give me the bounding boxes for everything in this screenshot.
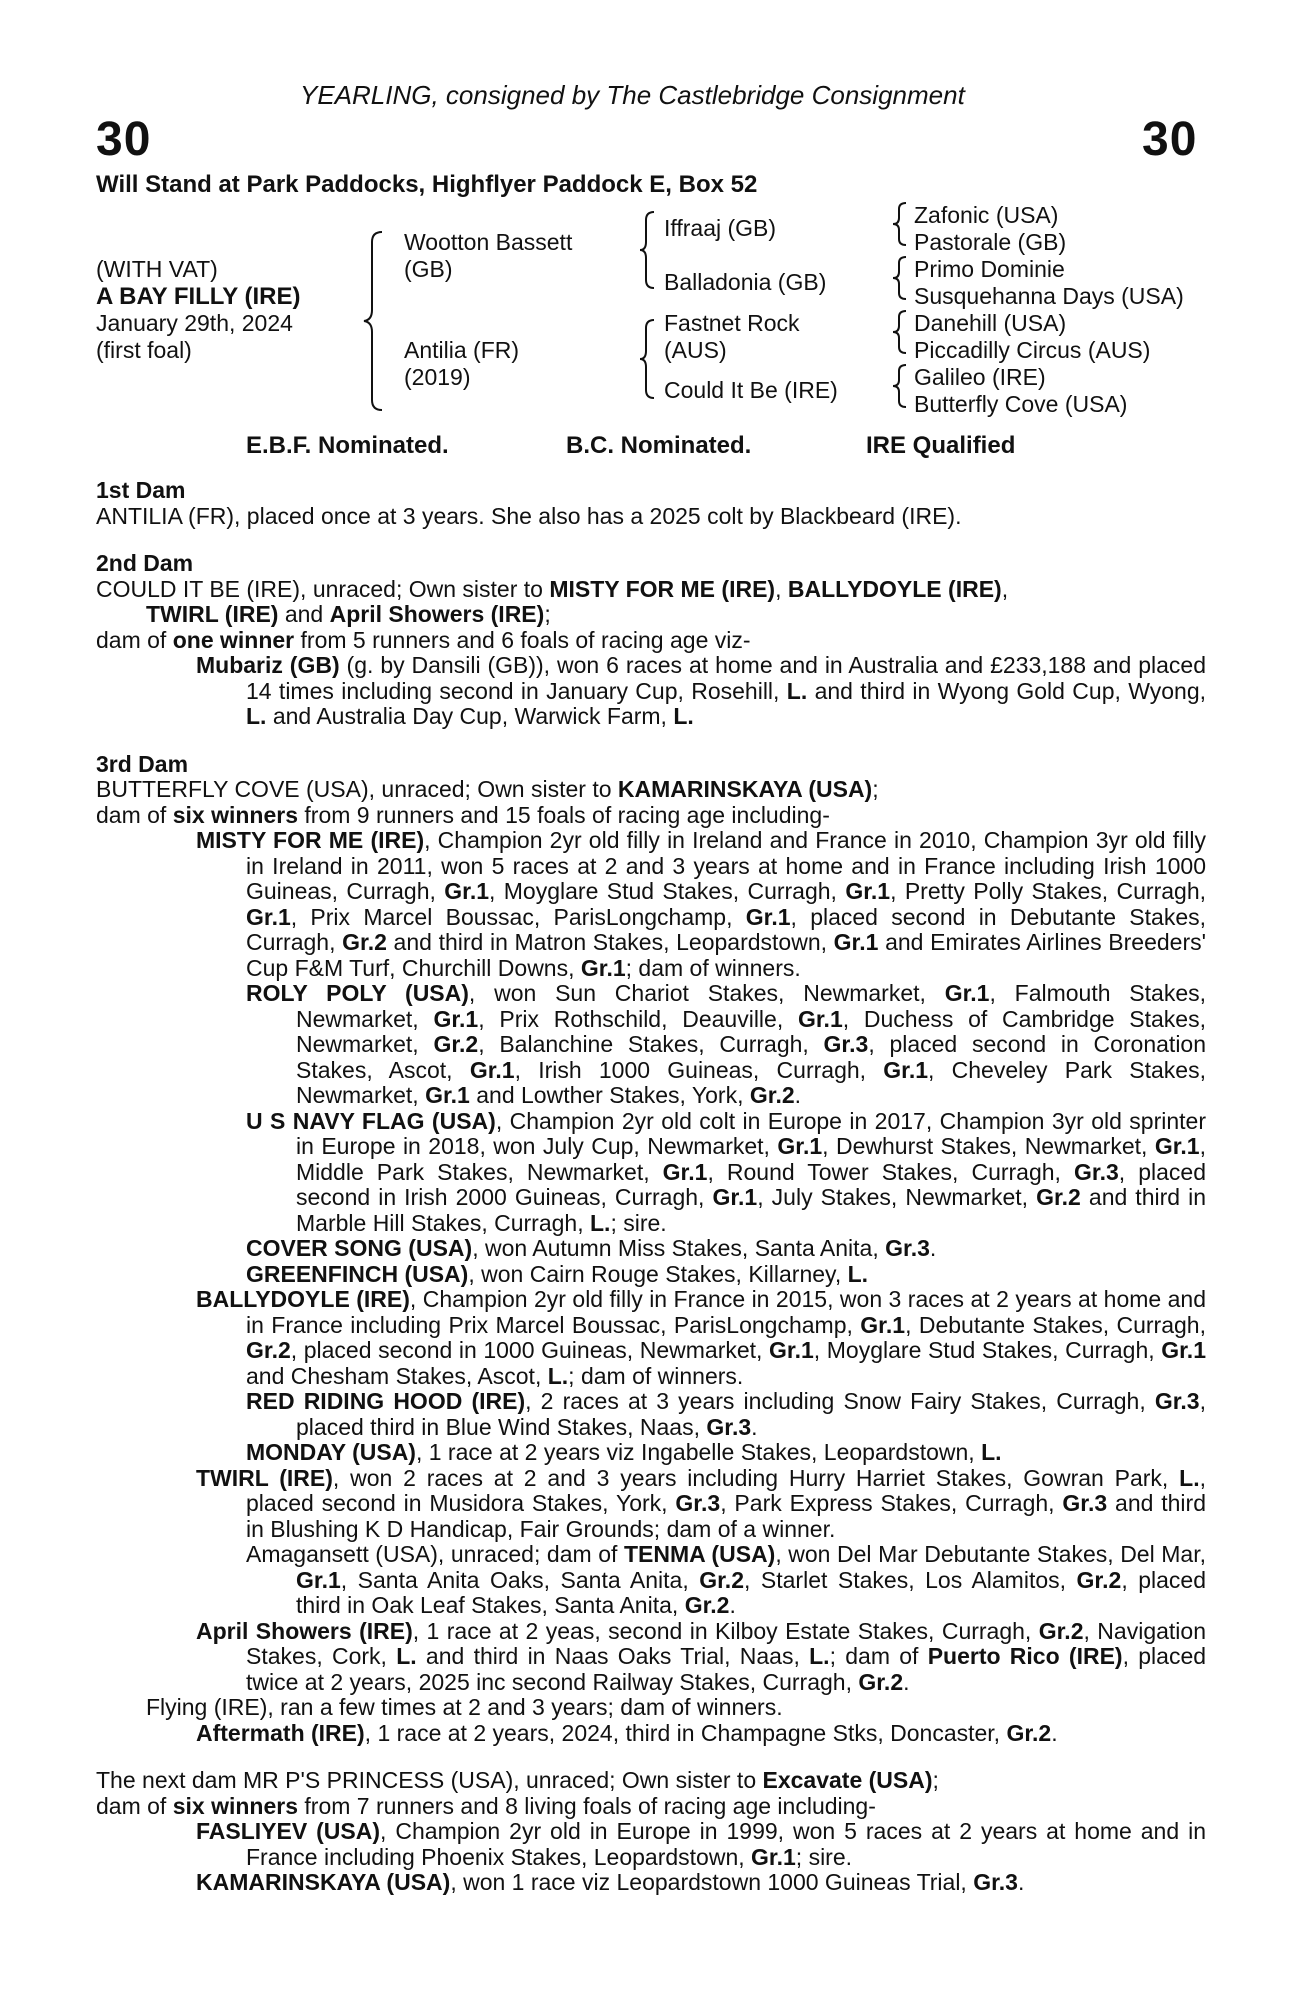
produce-ballydoyle: BALLYDOYLE (IRE), Champion 2yr old filly in France in 2015, won 3 races at 2 years at home and in France including Prix Marcel Boussac, ParisLongchamp, Gr.1, Debutante Stakes, Curragh, Gr.2, placed second in 1000 Guineas, Newmarket, Gr.1, Moyglare Stud Stakes, Curragh, Gr.1 and Chesham Stakes, Ascot, L.; dam of winners. <box>196 1286 1207 1389</box>
ped-sdd: Susquehanna Days (USA) <box>914 283 1184 309</box>
second-dam-line1: COULD IT BE (IRE), unraced; Own sister to MISTY FOR ME (IRE), BALLYDOYLE (IRE), <box>96 575 1009 602</box>
produce-aftermath: Aftermath (IRE), 1 race at 2 years, 2024, third in Champagne Stks, Doncaster, Gr.2. <box>196 1719 1058 1746</box>
consignment-subtitle: YEARLING, consigned by The Castlebridge Consignment <box>300 80 965 110</box>
produce-twirl: TWIRL (IRE), won 2 races at 2 and 3 years including Hurry Harriet Stakes, Gowran Park, L., placed second in Musidora Stakes, York, Gr.3, Park Express Stakes, Curragh, Gr.3 and third in Blushing K D Handicap, Fair Grounds; dam of a winner. <box>196 1464 1206 1542</box>
produce-roly-poly: ROLY POLY (USA), won Sun Chariot Stakes, Newmarket, Gr.1, Falmouth Stakes, Newmarket, Gr.1, Prix Rothschild, Deauville, Gr.1, Duchess of Cambridge Stakes, Newmarket, Gr.2, Balanchine Stakes, Curragh, Gr.3, placed second in Coronation Stakes, Ascot, Gr.1, Irish 1000 Guineas, Curragh, Gr.1, Cheveley Park Stakes, Newmarket, Gr.1 and Lowther Stakes, York, Gr.2. <box>246 980 1207 1108</box>
ped-dss: Danehill (USA) <box>914 310 1067 336</box>
pedigree-brace-main <box>360 228 390 414</box>
next-dam-produce-line: dam of six winners from 7 runners and 8 living foals of racing age including- <box>96 1792 876 1819</box>
produce-amagansett: Amagansett (USA), unraced; dam of TENMA (USA), won Del Mar Debutante Stakes, Del Mar, Gr.1, Santa Anita Oaks, Santa Anita, Gr.2, Starlet Stakes, Los Alamitos, Gr.2, placed third in Oak Leaf Stakes, Santa Anita, Gr.2. <box>246 1541 1206 1618</box>
produce-red-riding-hood: RED RIDING HOOD (IRE), 2 races at 3 years including Snow Fairy Stakes, Curragh, Gr.3, placed third in Blue Wind Stakes, Naas, Gr.3. <box>246 1388 1206 1440</box>
dam-dam: Could It Be (IRE) <box>664 377 838 403</box>
ebf-nomination: E.B.F. Nominated. <box>246 432 449 459</box>
lot-number-right: 30 <box>1142 113 1198 166</box>
ped-sds: Primo Dominie <box>914 256 1065 282</box>
pedigree-brace-g2 <box>890 254 912 302</box>
second-dam-produce-line: dam of one winner from 5 runners and 6 foals of racing age viz- <box>96 626 751 653</box>
produce-us-navy-flag: U S NAVY FLAG (USA), Champion 2yr old colt in Europe in 2017, Champion 3yr old sprinter in Europe in 2018, won July Cup, Newmarket, Gr.1, Dewhurst Stakes, Newmarket, Gr.1, Middle Park Stakes, Newmarket, Gr.1, Round Tower Stakes, Curragh, Gr.3, placed second in Irish 2000 Guineas, Curragh, Gr.1, July Stakes, Newmarket, Gr.2 and third in Marble Hill Stakes, Curragh, L.; sire. <box>246 1107 1206 1236</box>
catalogue-body <box>96 478 1206 1896</box>
sire-sire: Iffraaj (GB) <box>664 215 777 241</box>
foal-note: (first foal) <box>96 337 192 363</box>
produce-misty-for-me: MISTY FOR ME (IRE), Champion 2yr old filly in Ireland and France in 2010, Champion 3yr old filly in Ireland in 2011, won 5 races at 2 and 3 years at home and in France including Irish 1000 Guineas, Curragh, Gr.1, Moyglare Stud Stakes, Curragh, Gr.1, Pretty Polly Stakes, Curragh, Gr.1, Prix Marcel Boussac, ParisLongchamp, Gr.1, placed second in Debutante Stakes, Curragh, Gr.2 and third in Matron Stakes, Leopardstown, Gr.1 and Emirates Airlines Breeders' Cup F&M Turf, Churchill Downs, Gr.1; dam of winners. <box>196 827 1207 981</box>
dam-year: (2019) <box>404 364 471 390</box>
dam-sire-country: (AUS) <box>664 337 727 363</box>
pedigree-brace-sire <box>636 208 660 292</box>
ire-qualification: IRE Qualified <box>866 432 1016 459</box>
sire-country: (GB) <box>404 256 453 282</box>
pedigree-brace-dam <box>636 316 660 402</box>
next-dam-line1: The next dam MR P'S PRINCESS (USA), unraced; Own sister to Excavate (USA); <box>96 1767 939 1793</box>
pedigree-brace-g3 <box>890 308 912 356</box>
third-dam-line1: BUTTERFLY COVE (USA), unraced; Own sister to KAMARINSKAYA (USA); <box>96 776 879 802</box>
pedigree-brace-g1 <box>890 200 912 248</box>
sire-name: Wootton Bassett <box>404 229 573 255</box>
bc-nomination: B.C. Nominated. <box>566 432 752 459</box>
ped-ddd: Butterfly Cove (USA) <box>914 391 1128 417</box>
produce-mubariz: Mubariz (GB) (g. by Dansili (GB)), won 6 races at home and in Australia and £233,188 and placed 14 times including second in January Cup, Rosehill, L. and third in Wyong Gold Cup, Wyong, L. and Australia Day Cup, Warwick Farm, L. <box>196 652 1206 729</box>
ped-ssd: Pastorale (GB) <box>914 229 1067 255</box>
produce-kamarinskaya: KAMARINSKAYA (USA), won 1 race viz Leopardstown 1000 Guineas Trial, Gr.3. <box>196 1869 1025 1895</box>
third-dam-heading: 3rd Dam <box>96 750 189 777</box>
first-dam-text: ANTILIA (FR), placed once at 3 years. She also has a 2025 colt by Blackbeard (IRE). <box>96 502 962 529</box>
sire-dam: Balladonia (GB) <box>664 269 827 295</box>
produce-monday: MONDAY (USA), 1 race at 2 years viz Ingabelle Stakes, Leopardstown, L. <box>246 1439 1002 1465</box>
produce-greenfinch: GREENFINCH (USA), won Cairn Rouge Stakes, Killarney, L. <box>246 1260 869 1287</box>
produce-fasliyev: FASLIYEV (USA), Champion 2yr old in Europe in 1999, won 5 races at 2 years at home and in France including Phoenix Stakes, Leopardstown, Gr.1; sire. <box>196 1818 1206 1870</box>
third-dam-produce-line: dam of six winners from 9 runners and 15 foals of racing age including- <box>96 801 830 828</box>
foaling-date: January 29th, 2024 <box>96 310 293 336</box>
dam-name: Antilia (FR) <box>404 337 520 363</box>
first-dam-heading: 1st Dam <box>96 477 186 503</box>
ped-dds: Galileo (IRE) <box>914 364 1046 390</box>
ped-dsd: Piccadilly Circus (AUS) <box>914 337 1151 363</box>
second-dam-heading: 2nd Dam <box>96 550 194 576</box>
lot-number-left: 30 <box>96 113 152 166</box>
pedigree-brace-g4 <box>890 362 912 410</box>
vat-note: (WITH VAT) <box>96 256 218 282</box>
produce-april-showers: April Showers (IRE), 1 race at 2 yeas, second in Kilboy Estate Stakes, Curragh, Gr.2, Navigation Stakes, Cork, L. and third in Naas Oaks Trial, Naas, L.; dam of Puerto Rico (IRE), placed twice at 2 years, 2025 inc second Railway Stakes, Curragh, Gr.2. <box>196 1617 1207 1695</box>
produce-flying: Flying (IRE), ran a few times at 2 and 3 years; dam of winners. <box>146 1694 783 1720</box>
stand-location: Will Stand at Park Paddocks, Highflyer Paddock E, Box 52 <box>96 171 758 198</box>
lot-name: A BAY FILLY (IRE) <box>96 283 301 310</box>
ped-sss: Zafonic (USA) <box>914 202 1059 228</box>
second-dam-line2: TWIRL (IRE) and April Showers (IRE); <box>146 601 551 627</box>
produce-cover-song: COVER SONG (USA), won Autumn Miss Stakes, Santa Anita, Gr.3. <box>246 1235 937 1261</box>
dam-sire-name: Fastnet Rock <box>664 310 800 336</box>
